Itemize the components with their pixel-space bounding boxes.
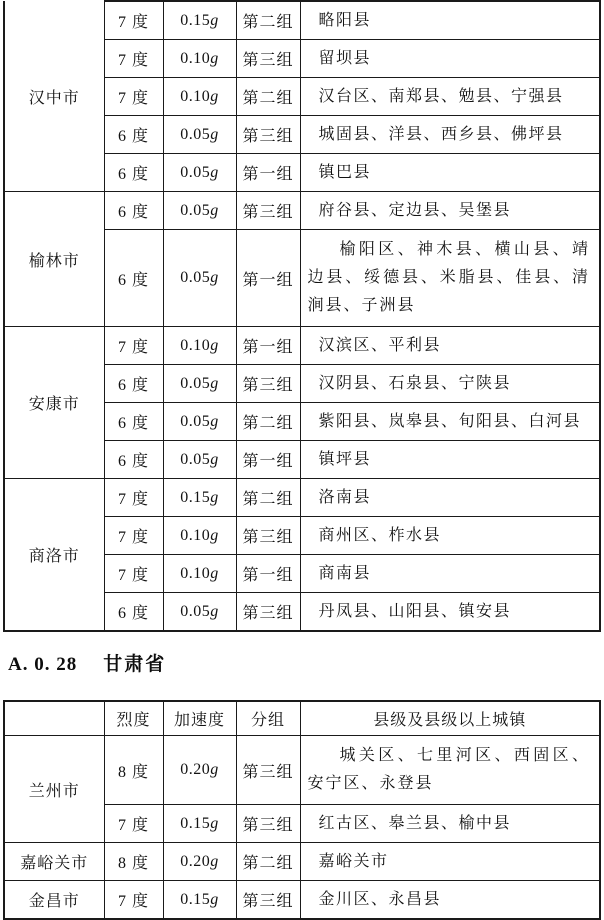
acceleration-cell	[163, 593, 236, 632]
acceleration-cell	[163, 230, 236, 327]
design-group-cell: 第二组	[236, 78, 300, 116]
acceleration-value: 0.05	[180, 374, 211, 392]
towns-cell	[300, 517, 600, 555]
towns-cell	[300, 230, 600, 327]
towns-cell	[300, 593, 600, 632]
towns-cell	[300, 327, 600, 365]
table-row	[4, 479, 600, 517]
acceleration-unit-g: g	[210, 852, 219, 870]
acceleration-value: 0.05	[180, 602, 211, 620]
acceleration-value: 0.05	[180, 201, 211, 219]
acceleration-cell	[163, 1, 236, 40]
city-cell: 商洛市	[4, 479, 104, 632]
towns-list: 汉阴县、石泉县、宁陕县	[318, 375, 512, 392]
intensity-cell: 6 度	[104, 192, 163, 230]
acceleration-value: 0.05	[180, 269, 211, 286]
acceleration-unit-g: g	[210, 412, 219, 430]
table-row	[4, 843, 600, 881]
acceleration-unit-g: g	[210, 11, 219, 29]
design-group-cell: 第一组	[236, 327, 300, 365]
section-title: 甘肃省	[103, 654, 167, 675]
intensity-cell: 8 度	[104, 843, 163, 881]
acceleration-value: 0.05	[180, 163, 211, 181]
acceleration-value: 0.10	[180, 564, 211, 582]
acceleration-unit-g: g	[210, 450, 219, 468]
design-group-cell: 第二组	[236, 479, 300, 517]
intensity-cell: 6 度	[104, 154, 163, 192]
acceleration-cell	[163, 327, 236, 365]
design-group-cell: 第三组	[236, 593, 300, 632]
section-number: A. 0. 28	[8, 654, 78, 675]
acceleration-unit-g: g	[210, 488, 219, 506]
intensity-cell: 7 度	[104, 479, 163, 517]
acceleration-cell	[163, 192, 236, 230]
shaanxi-table-body	[4, 1, 600, 631]
towns-cell	[300, 736, 600, 805]
towns-list: 略阳县	[318, 12, 372, 29]
intensity-cell: 6 度	[104, 593, 163, 632]
city-cell: 兰州市	[4, 736, 104, 843]
towns-cell	[300, 116, 600, 154]
city-cell: 榆林市	[4, 192, 104, 327]
intensity-cell: 7 度	[104, 40, 163, 78]
design-group-cell: 第三组	[236, 517, 300, 555]
design-group-cell: 第二组	[236, 843, 300, 881]
acceleration-unit-g: g	[210, 814, 219, 832]
towns-list: 汉滨区、平利县	[318, 337, 442, 354]
design-group-cell: 第三组	[236, 805, 300, 843]
towns-cell	[300, 40, 600, 78]
table-row	[4, 1, 600, 40]
acceleration-cell	[163, 78, 236, 116]
acceleration-unit-g: g	[210, 336, 219, 354]
acceleration-unit-g: g	[210, 526, 219, 544]
acceleration-value: 0.10	[180, 336, 211, 354]
acceleration-value: 0.05	[180, 450, 211, 468]
acceleration-cell	[163, 154, 236, 192]
section-heading	[0, 632, 604, 700]
towns-list: 红古区、皋兰县、榆中县	[318, 815, 512, 832]
intensity-cell: 7 度	[104, 805, 163, 843]
acceleration-cell	[163, 555, 236, 593]
intensity-cell: 6 度	[104, 365, 163, 403]
design-group-cell: 第二组	[236, 1, 300, 40]
table-row	[4, 736, 600, 805]
acceleration-cell	[163, 843, 236, 881]
towns-list: 镇巴县	[318, 164, 372, 181]
towns-list: 榆阳区、神木县、横山县、靖边县、绥德县、米脂县、佳县、清涧县、子洲县	[307, 241, 590, 314]
acceleration-cell	[163, 365, 236, 403]
table-row	[4, 327, 600, 365]
city-cell: 安康市	[4, 327, 104, 479]
design-group-cell: 第一组	[236, 230, 300, 327]
table-row	[4, 881, 600, 920]
acceleration-cell	[163, 881, 236, 920]
towns-list: 紫阳县、岚皋县、旬阳县、白河县	[318, 413, 582, 430]
towns-cell	[300, 365, 600, 403]
design-group-cell: 第一组	[236, 154, 300, 192]
intensity-cell: 7 度	[104, 881, 163, 920]
towns-list: 城固县、洋县、西乡县、佛坪县	[318, 126, 564, 143]
acceleration-value: 0.05	[180, 125, 211, 143]
acceleration-cell	[163, 805, 236, 843]
acceleration-unit-g: g	[210, 374, 219, 392]
towns-list: 洛南县	[318, 489, 372, 506]
acceleration-cell	[163, 441, 236, 479]
acceleration-unit-g: g	[210, 564, 219, 582]
acceleration-cell	[163, 116, 236, 154]
city-cell: 嘉峪关市	[4, 843, 104, 881]
intensity-cell: 8 度	[104, 736, 163, 805]
acceleration-unit-g: g	[210, 163, 219, 181]
design-group-cell: 第三组	[236, 881, 300, 920]
acceleration-unit-g: g	[210, 49, 219, 67]
design-group-cell: 第二组	[236, 403, 300, 441]
towns-cell	[300, 78, 600, 116]
towns-list: 城关区、七里河区、西固区、安宁区、永登县	[307, 747, 590, 792]
towns-list: 嘉峪关市	[318, 853, 389, 870]
acceleration-value: 0.20	[180, 852, 211, 870]
header-group-cell: 分组	[236, 701, 300, 736]
table-row	[4, 192, 600, 230]
acceleration-unit-g: g	[210, 890, 219, 908]
acceleration-unit-g: g	[210, 125, 219, 143]
acceleration-unit-g: g	[210, 269, 219, 286]
gansu-seismic-table	[3, 700, 601, 920]
towns-list: 金川区、永昌县	[318, 891, 442, 908]
acceleration-value: 0.15	[180, 11, 211, 29]
intensity-cell: 6 度	[104, 230, 163, 327]
acceleration-value: 0.10	[180, 87, 211, 105]
design-group-cell: 第三组	[236, 116, 300, 154]
design-group-cell: 第三组	[236, 736, 300, 805]
towns-cell	[300, 154, 600, 192]
acceleration-cell	[163, 403, 236, 441]
design-group-cell: 第三组	[236, 40, 300, 78]
acceleration-unit-g: g	[210, 761, 219, 778]
intensity-cell: 7 度	[104, 78, 163, 116]
acceleration-value: 0.10	[180, 526, 211, 544]
towns-cell	[300, 843, 600, 881]
towns-list: 丹凤县、山阳县、镇安县	[318, 603, 512, 620]
design-group-cell: 第三组	[236, 192, 300, 230]
acceleration-value: 0.15	[180, 814, 211, 832]
towns-cell	[300, 479, 600, 517]
acceleration-unit-g: g	[210, 602, 219, 620]
towns-cell	[300, 1, 600, 40]
design-group-cell: 第一组	[236, 555, 300, 593]
towns-cell	[300, 805, 600, 843]
acceleration-value: 0.10	[180, 49, 211, 67]
intensity-cell: 7 度	[104, 1, 163, 40]
acceleration-value: 0.15	[180, 890, 211, 908]
towns-list: 镇坪县	[318, 451, 372, 468]
header-towns-cell: 县级及县级以上城镇	[300, 701, 600, 736]
acceleration-cell	[163, 479, 236, 517]
acceleration-cell	[163, 40, 236, 78]
gansu-table-body	[4, 736, 600, 920]
intensity-cell: 6 度	[104, 116, 163, 154]
city-cell: 金昌市	[4, 881, 104, 920]
header-row	[4, 701, 600, 736]
intensity-cell: 6 度	[104, 441, 163, 479]
acceleration-value: 0.05	[180, 412, 211, 430]
intensity-cell: 7 度	[104, 555, 163, 593]
acceleration-cell	[163, 517, 236, 555]
towns-cell	[300, 881, 600, 920]
acceleration-unit-g: g	[210, 201, 219, 219]
acceleration-value: 0.15	[180, 488, 211, 506]
towns-list: 汉台区、南郑县、勉县、宁强县	[318, 88, 564, 105]
header-intensity-cell: 烈度	[104, 701, 163, 736]
shaanxi-seismic-table	[3, 0, 601, 632]
towns-list: 商州区、柞水县	[318, 527, 442, 544]
acceleration-value: 0.20	[180, 761, 211, 778]
intensity-cell: 7 度	[104, 517, 163, 555]
acceleration-unit-g: g	[210, 87, 219, 105]
towns-cell	[300, 441, 600, 479]
design-group-cell: 第三组	[236, 365, 300, 403]
towns-list: 商南县	[318, 565, 372, 582]
towns-cell	[300, 403, 600, 441]
gansu-table-head	[4, 701, 600, 736]
intensity-cell: 6 度	[104, 403, 163, 441]
header-acceleration-cell: 加速度	[163, 701, 236, 736]
city-cell: 汉中市	[4, 1, 104, 192]
intensity-cell: 7 度	[104, 327, 163, 365]
acceleration-cell	[163, 736, 236, 805]
towns-list: 府谷县、定边县、吴堡县	[318, 202, 512, 219]
towns-cell	[300, 555, 600, 593]
header-city-cell	[4, 701, 104, 736]
towns-list: 留坝县	[318, 50, 372, 67]
towns-cell	[300, 192, 600, 230]
design-group-cell: 第一组	[236, 441, 300, 479]
